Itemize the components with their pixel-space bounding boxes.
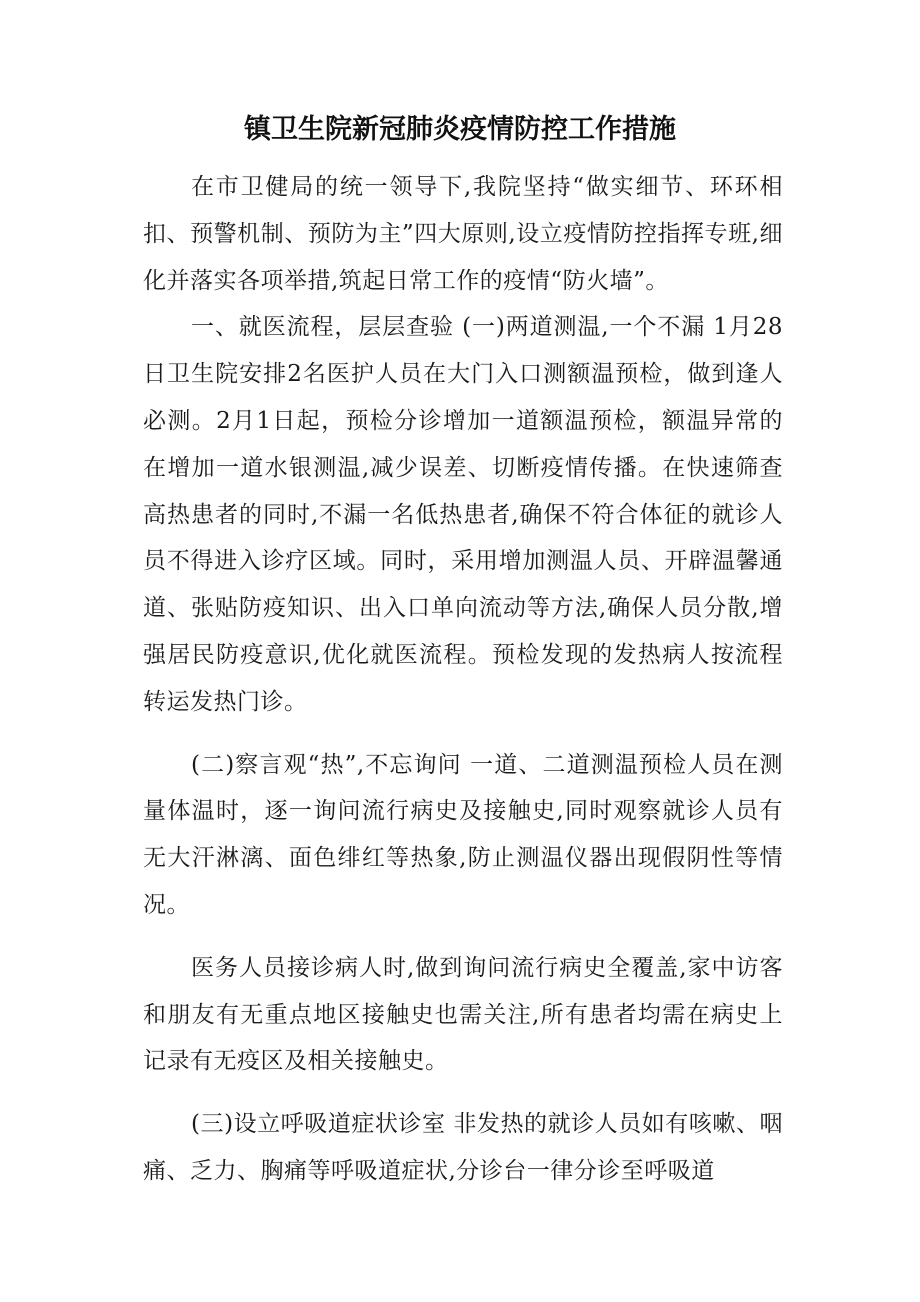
paragraph-section-1: 一、就医流程，层层查验 (一)两道测温,一个不漏 1月28日卫生院安排2名医护人员在大门入口测额温预检，做到逢人必测。2月1日起，预检分诊增加一道额温预检，额温异常的在增加一道水银测温,减少误差、切断疫情传播。在快速筛查高热患者的同时,不漏一名低热患者,确保不符合体征的就诊人员不得进入诊疗区域。同时，采用增加测温人员、开辟温馨通道、张贴防疫知识、出入口单向流动等方法,确保人员分散,增强居民防疫意识,优化就医流程。预检发现的发热病人按流程转运发热门诊。 bbox=[143, 314, 783, 715]
page-title: 镇卫生院新冠肺炎疫情防控工作措施 bbox=[244, 114, 676, 145]
paragraph-intro: 在市卫健局的统一领导下,我院坚持“做实细节、环环相扣、预警机制、预防为主”四大原则,设立疫情防控指挥专班,细化并落实各项举措,筑起日常工作的疫情“防火墙”。 bbox=[143, 174, 783, 294]
paragraph-inquiry: 医务人员接诊病人时,做到询问流行病史全覆盖,家中访客和朋友有无重点地区接触史也需关注,所有患者均需在病史上记录有无疫区及相关接触史。 bbox=[143, 954, 783, 1075]
paragraph-section-2: (二)察言观“热”,不忘询问 一道、二道测温预检人员在测量体温时，逐一询问流行病史及接触史,同时观察就诊人员有无大汗淋漓、面色绯红等热象,防止测温仪器出现假阴性等情况。 bbox=[143, 751, 783, 918]
document-body bbox=[143, 164, 783, 1195]
paragraph-section-3: (三)设立呼吸道症状诊室 非发热的就诊人员如有咳嗽、咽痛、乏力、胸痛等呼吸道症状,分诊台一律分诊至呼吸道 bbox=[143, 1111, 783, 1184]
